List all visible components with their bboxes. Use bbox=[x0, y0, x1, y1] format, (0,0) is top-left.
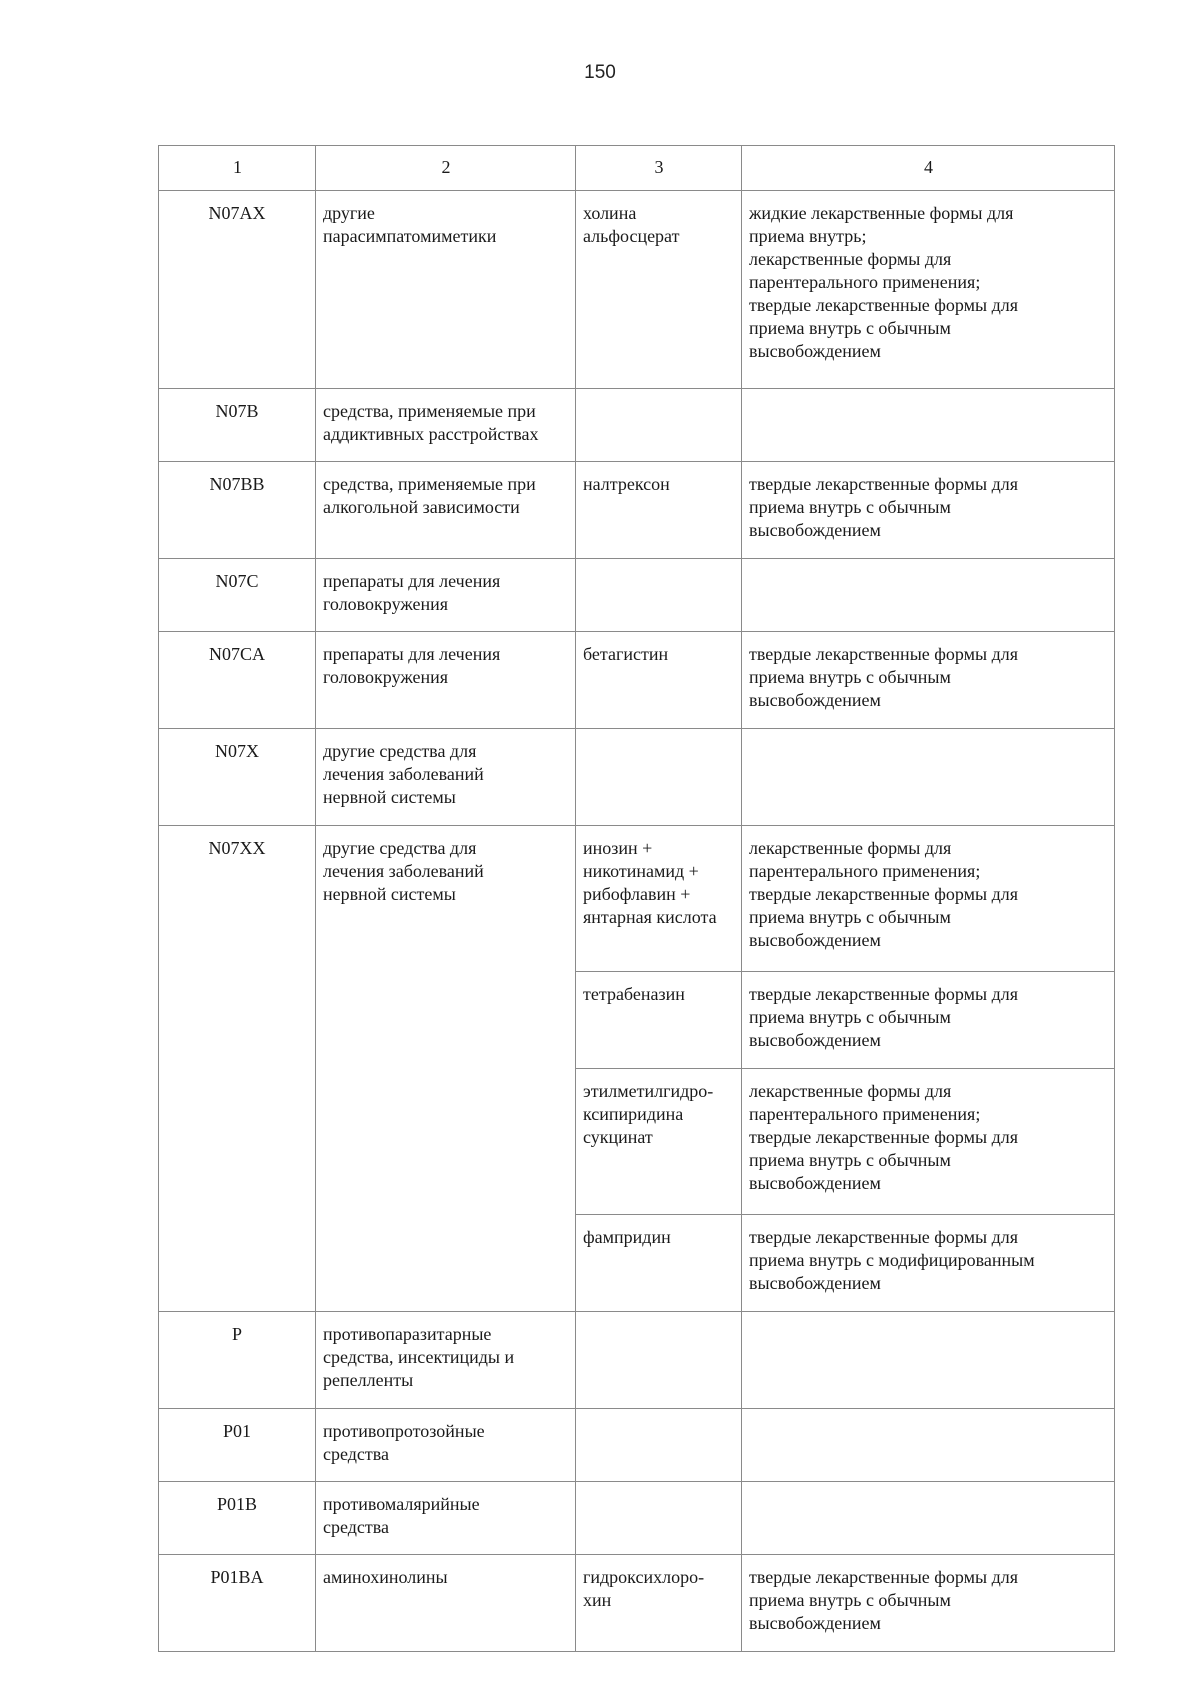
dosage-forms: лекарственные формы для парентерального применения; твердые лекарственные формы для приема внутрь с обычным высвобождением bbox=[742, 826, 1115, 972]
atc-code: N07XX bbox=[159, 826, 316, 1312]
page-number: 150 bbox=[584, 62, 616, 83]
column-header-3: 3 bbox=[576, 146, 742, 191]
table-row bbox=[159, 559, 1115, 632]
table-row bbox=[159, 389, 1115, 462]
table-row bbox=[159, 1482, 1115, 1555]
drug-name: холина альфосцерат bbox=[576, 191, 742, 389]
atc-group-name: препараты для лечения головокружения bbox=[316, 632, 576, 729]
dosage-forms: жидкие лекарственные формы для приема внутрь; лекарственные формы для парентерального применения; твердые лекарственные формы для приема внутрь с обычным высвобождением bbox=[742, 191, 1115, 389]
column-header-1: 1 bbox=[159, 146, 316, 191]
column-header-2: 2 bbox=[316, 146, 576, 191]
atc-code: N07AX bbox=[159, 191, 316, 389]
table-row bbox=[159, 462, 1115, 559]
table-row bbox=[159, 191, 1115, 389]
table-row bbox=[159, 826, 1115, 972]
dosage-forms bbox=[742, 729, 1115, 826]
atc-code: P01BA bbox=[159, 1555, 316, 1652]
atc-group-name: противомалярийные средства bbox=[316, 1482, 576, 1555]
drug-name: бетагистин bbox=[576, 632, 742, 729]
dosage-forms: твердые лекарственные формы для приема внутрь с обычным высвобождением bbox=[742, 462, 1115, 559]
column-header-4: 4 bbox=[742, 146, 1115, 191]
atc-group-name: средства, применяемые при аддиктивных расстройствах bbox=[316, 389, 576, 462]
atc-code: P bbox=[159, 1312, 316, 1409]
drug-name: тетрабеназин bbox=[576, 972, 742, 1069]
dosage-forms bbox=[742, 559, 1115, 632]
atc-code: N07B bbox=[159, 389, 316, 462]
drug-name bbox=[576, 729, 742, 826]
drug-name: инозин + никотинамид + рибофлавин + янтарная кислота bbox=[576, 826, 742, 972]
atc-code: N07BB bbox=[159, 462, 316, 559]
atc-group-name: средства, применяемые при алкогольной зависимости bbox=[316, 462, 576, 559]
dosage-forms: твердые лекарственные формы для приема внутрь с обычным высвобождением bbox=[742, 972, 1115, 1069]
dosage-forms: лекарственные формы для парентерального применения; твердые лекарственные формы для приема внутрь с обычным высвобождением bbox=[742, 1069, 1115, 1215]
table-row bbox=[159, 1312, 1115, 1409]
atc-group-name: другие парасимпатомиметики bbox=[316, 191, 576, 389]
drug-name bbox=[576, 1312, 742, 1409]
table-row bbox=[159, 632, 1115, 729]
drug-name: налтрексон bbox=[576, 462, 742, 559]
atc-code: N07X bbox=[159, 729, 316, 826]
drug-name bbox=[576, 1482, 742, 1555]
table-row bbox=[159, 1409, 1115, 1482]
dosage-forms bbox=[742, 1409, 1115, 1482]
atc-code: N07C bbox=[159, 559, 316, 632]
dosage-forms bbox=[742, 1312, 1115, 1409]
drug-name: этилметилгидро- ксипиридина сукцинат bbox=[576, 1069, 742, 1215]
table-row bbox=[159, 1555, 1115, 1652]
table-row bbox=[159, 729, 1115, 826]
drug-name bbox=[576, 1409, 742, 1482]
drug-name bbox=[576, 559, 742, 632]
atc-group-name: противопаразитарные средства, инсектициды и репелленты bbox=[316, 1312, 576, 1409]
table-header-row bbox=[159, 146, 1115, 191]
atc-group-name: препараты для лечения головокружения bbox=[316, 559, 576, 632]
atc-group-name: другие средства для лечения заболеваний нервной системы bbox=[316, 826, 576, 1312]
drug-name bbox=[576, 389, 742, 462]
dosage-forms: твердые лекарственные формы для приема внутрь с обычным высвобождением bbox=[742, 632, 1115, 729]
atc-code: P01B bbox=[159, 1482, 316, 1555]
dosage-forms bbox=[742, 1482, 1115, 1555]
dosage-forms bbox=[742, 389, 1115, 462]
atc-code: P01 bbox=[159, 1409, 316, 1482]
atc-group-name: противопротозойные средства bbox=[316, 1409, 576, 1482]
atc-group-name: аминохинолины bbox=[316, 1555, 576, 1652]
drug-name: фампридин bbox=[576, 1215, 742, 1312]
dosage-forms: твердые лекарственные формы для приема внутрь с обычным высвобождением bbox=[742, 1555, 1115, 1652]
drug-table bbox=[158, 145, 1115, 1652]
atc-code: N07CA bbox=[159, 632, 316, 729]
dosage-forms: твердые лекарственные формы для приема внутрь с модифицированным высвобождением bbox=[742, 1215, 1115, 1312]
atc-group-name: другие средства для лечения заболеваний нервной системы bbox=[316, 729, 576, 826]
drug-name: гидроксихлоро- хин bbox=[576, 1555, 742, 1652]
